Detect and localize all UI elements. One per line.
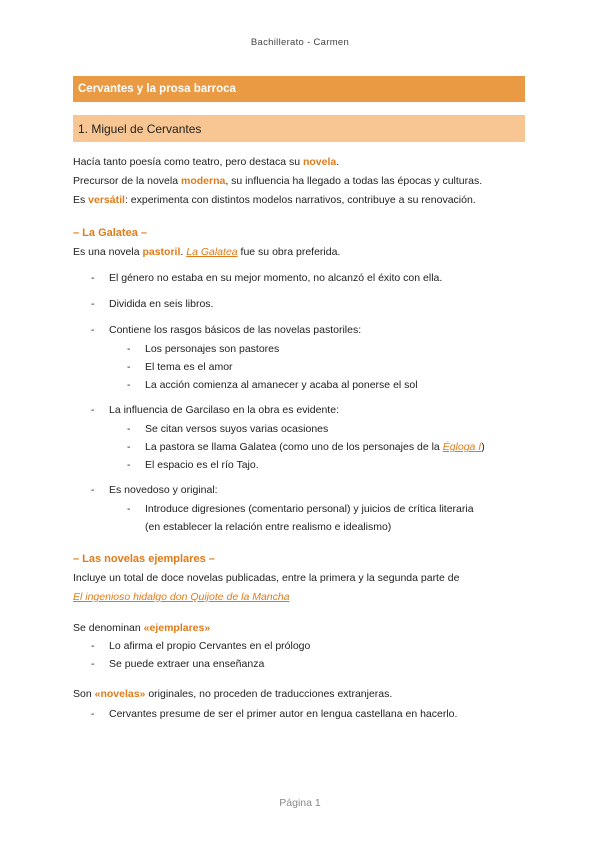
intro-line-3 [73,191,533,210]
list-item: - Es novedoso y original: [73,480,533,500]
son-text: Son [73,688,95,700]
link-egloga-i[interactable]: Égloga I [442,441,482,453]
intro-line-2 [73,172,533,191]
intro-text: Precursor de la novela [73,175,181,187]
list-item: - La influencia de Garcilaso en la obra es evidente: [73,400,533,420]
intro-line-1 [73,153,533,172]
sub-list-item: - Introduce digresiones (comentario personal) y juicios de crítica literaria [73,500,533,518]
sub-list-item: - La acción comienza al amanecer y acaba al ponerse el sol [73,376,533,394]
ejemplares-intro: Incluye un total de doce novelas publicadas, entre la primera y la segunda parte de [73,572,460,584]
intro-text: Hacía tanto poesía como teatro, pero destaca su [73,156,303,168]
page-number: Página 1 [279,797,321,809]
list-item: - Contiene los rasgos básicos de las novelas pastoriles: [73,320,533,340]
section-heading: 1. Miguel de Cervantes [78,121,202,136]
galatea-intro-text: . [180,246,187,258]
intro-text: Es [73,194,89,206]
denominan-text: Se denominan [73,622,144,634]
denominan-line [73,619,533,638]
ejemplares-link-line [73,588,533,607]
intro-text: , su influencia ha llegado a todas las épocas y culturas. [225,175,483,187]
galatea-heading: – La Galatea – [73,227,147,239]
highlight-ejemplares: «ejemplares» [143,622,211,634]
page-header: Bachillerato - Carmen [250,37,350,48]
sub-list-item: - El espacio es el río Tajo. [73,456,533,474]
section-heading-bar [73,115,525,142]
list-item: - Se puede extraer una enseñanza [73,655,533,673]
sub-list-text: ) [481,441,485,453]
list-item: - Cervantes presume de ser el primer autor en lengua castellana en hacerlo. [73,704,533,724]
document-title: Cervantes y la prosa barroca [78,83,236,95]
highlight-pastoril: pastoril [142,246,181,258]
link-quijote[interactable]: El ingenioso hidalgo don Quijote de la Mancha [73,591,290,603]
intro-text: : experimenta con distintos modelos narrativos, contribuye a su renovación. [124,194,476,206]
galatea-intro-text: Es una novela [73,246,143,258]
intro-text: . [336,156,340,168]
highlight-novela: novela [302,156,337,168]
list-item: - Dividida en seis libros. [73,294,533,314]
sub-list-continuation: (en establecer la relación entre realismo e idealismo) [145,521,392,533]
sub-list-item: - El tema es el amor [73,358,533,376]
highlight-novelas: «novelas» [94,688,146,700]
document-title-bar [73,76,525,102]
highlight-versatil: versátil [88,194,125,206]
ejemplares-heading: – Las novelas ejemplares – [73,553,215,565]
highlight-moderna: moderna [180,175,226,187]
sub-list-item: - Se citan versos suyos varias ocasiones [73,420,533,438]
link-la-galatea[interactable]: La Galatea [186,246,238,258]
sub-list-item [73,438,533,456]
sub-list-text: La pastora se llama Galatea (como uno de los personajes de la [145,441,443,453]
son-line [73,685,533,704]
list-item: - Lo afirma el propio Cervantes en el prólogo [73,638,533,655]
list-item: - El género no estaba en su mejor momento, no alcanzó el éxito con ella. [73,268,533,288]
sub-list-item: - Los personajes son pastores [73,340,533,358]
galatea-intro [73,243,533,262]
son-text: originales, no proceden de traducciones extranjeras. [145,688,393,700]
galatea-intro-text: fue su obra preferida. [237,246,341,258]
document-body [73,153,533,724]
